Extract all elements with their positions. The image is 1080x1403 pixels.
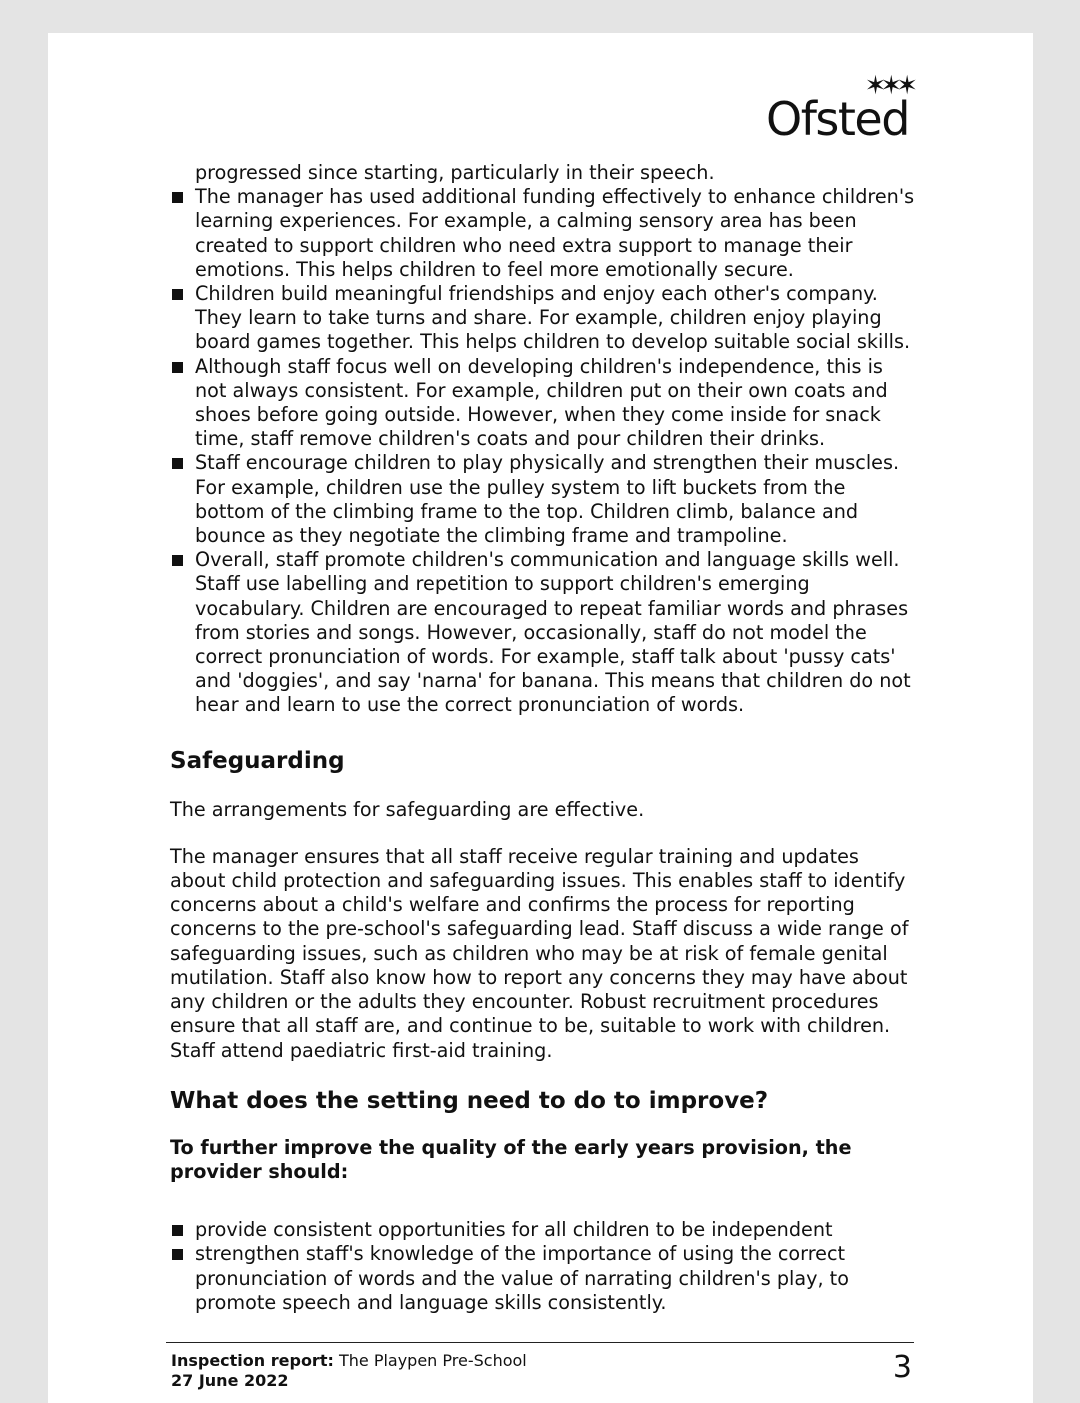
findings-list: [170, 185, 915, 717]
list-item: Although staff focus well on developing children's independence, this is not always consistent. For example, children put on their own coats and shoes before going outside. However, when they come inside for snack time, staff remove children's coats and pour children their drinks.: [170, 355, 915, 452]
bullet-square-icon: [172, 192, 183, 203]
footer-label: Inspection report:: [171, 1351, 334, 1370]
footer-setting-name: The Playpen Pre-School: [338, 1351, 527, 1370]
list-item: Staff encourage children to play physically and strengthen their muscles. For example, children use the pulley system to lift buckets from the bottom of the climbing frame to the top. Children climb, balance and bounce as they negotiate the climbing frame and trampoline.: [170, 451, 915, 548]
bullet-square-icon: [172, 458, 183, 469]
list-item: provide consistent opportunities for all children to be independent: [170, 1218, 915, 1242]
bullet-square-icon: [172, 555, 183, 566]
improvement-list: [170, 1218, 915, 1315]
safeguarding-summary: The arrangements for safeguarding are effective.: [170, 797, 645, 821]
list-item: Children build meaningful friendships and enjoy each other's company. They learn to take turns and share. For example, children enjoy playing board games together. This helps children to develop suitable social skills.: [170, 282, 915, 355]
ofsted-logo: [766, 73, 916, 148]
list-item: The manager has used additional funding effectively to enhance children's learning experiences. For example, a calming sensory area has been created to support children who need extra support to manage their emotions. This helps children to feel more emotionally secure.: [170, 185, 915, 282]
safeguarding-heading: Safeguarding: [170, 747, 345, 774]
list-item: Overall, staff promote children's communication and language skills well. Staff use labelling and repetition to support children's emerging vocabulary. Children are encouraged to repeat familiar words and phrases from stories and songs. However, occasionally, staff do not model the correct pronunciation of words. For example, staff talk about 'pussy cats' and 'doggies', and say 'narna' for banana. This means that children do not hear and learn to use the correct pronunciation of words.: [170, 548, 915, 717]
document-page: [48, 33, 1033, 1403]
bullet-square-icon: [172, 1249, 183, 1260]
safeguarding-body: The manager ensures that all staff receive regular training and updates about child protection and safeguarding issues. This enables staff to identify concerns about a child's welfare and confirms the process for reporting concerns to the pre-school's safeguarding lead. Staff discuss a wide range of safeguarding issues, such as children who may be at risk of female genital mutilation. Staff also know how to report any concerns they may have about any children or the adults they encounter. Robust recruitment procedures ensure that all staff are, and continue to be, suitable to work with children. Staff attend paediatric first-aid training.: [170, 844, 909, 1062]
bullet-square-icon: [172, 362, 183, 373]
logo-wordmark: Ofsted: [766, 92, 909, 146]
report-content: [170, 161, 915, 1315]
bullet-square-icon: [172, 1225, 183, 1236]
list-item: strengthen staff's knowledge of the importance of using the correct pronunciation of words and the value of narrating children's play, to promote speech and language skills consistently.: [170, 1242, 915, 1315]
footer-report-line: [166, 1351, 914, 1371]
improve-lead: To further improve the quality of the early years provision, the provider should:: [170, 1135, 852, 1183]
continued-text: progressed since starting, particularly in their speech.: [195, 161, 715, 184]
page-number: 3: [892, 1350, 912, 1385]
improve-heading: What does the setting need to do to improve?: [170, 1087, 769, 1114]
stars-icon: ✶✶✶: [864, 71, 912, 101]
page-footer: [166, 1342, 914, 1391]
footer-date: 27 June 2022: [171, 1371, 289, 1390]
bullet-square-icon: [172, 289, 183, 300]
